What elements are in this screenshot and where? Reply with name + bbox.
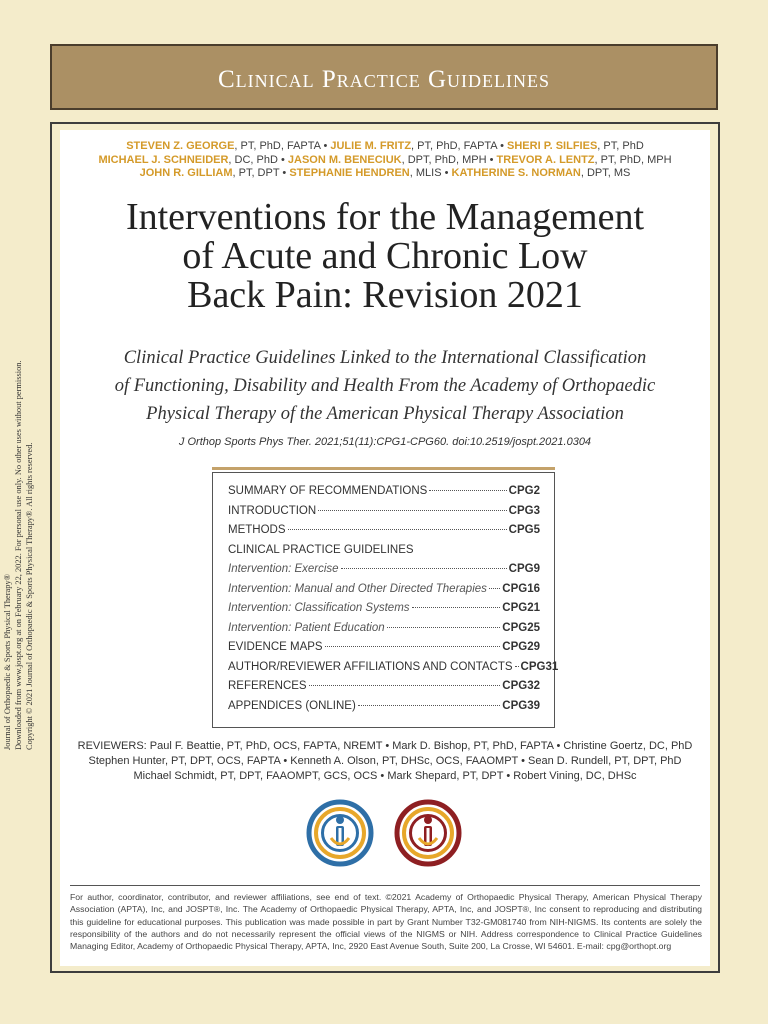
author-credentials: , PT, PhD, FAPTA: [234, 140, 321, 152]
toc-label: EVIDENCE MAPS: [228, 641, 323, 653]
toc-row: [228, 563, 540, 583]
toc-page: CPG3: [508, 504, 540, 517]
toc-leader: [429, 490, 506, 491]
toc-label: APPENDICES (ONLINE): [228, 699, 356, 712]
author-line: JOHN R. GILLIAM, PT, DPT • STEPHANIE HENDREN, MLIS • KATHERINE S. NORMAN, DPT, MS: [139, 167, 631, 179]
toc-label: Intervention: Exercise: [228, 563, 339, 575]
author-credentials: , PT, PhD: [597, 140, 644, 152]
author-line: STEVEN Z. GEORGE, PT, PhD, FAPTA • JULIE M. FRITZ, PT, PhD, FAPTA • SHERI P. SILFIES, PT, PhD: [126, 140, 644, 152]
toc-row: [228, 583, 540, 603]
title-line: of Acute and Chronic Low: [182, 235, 588, 277]
reviewers: [60, 739, 710, 784]
side-watermark: [2, 320, 42, 750]
side-line: Journal of Orthopaedic & Sports Physical Therapy®: [3, 573, 12, 750]
author-name: KATHERINE S. NORMAN: [451, 167, 581, 179]
toc-row: [228, 680, 540, 700]
toc-leader: [288, 529, 507, 530]
document-subtitle: [60, 344, 710, 428]
toc-label: Intervention: Patient Education: [228, 621, 385, 634]
toc-label: METHODS: [228, 524, 286, 536]
toc-row: [228, 544, 540, 564]
toc-page: CPG9: [508, 563, 540, 575]
toc-row: [228, 700, 540, 720]
toc-leader: [318, 510, 507, 511]
toc-label: INTRODUCTION: [228, 504, 317, 517]
toc-leader: [515, 666, 519, 667]
toc-page: CPG21: [502, 602, 540, 614]
subtitle-line: Clinical Practice Guidelines Linked to the International Classification: [123, 348, 647, 368]
author-name: TREVOR A. LENTZ: [496, 153, 595, 166]
author-name: STEVEN Z. GEORGE: [126, 140, 235, 152]
section-banner: [50, 44, 718, 110]
subtitle-line: of Functioning, Disability and Health From the Academy of Orthopaedic: [114, 376, 656, 396]
author-credentials: , DPT, MS: [580, 167, 631, 179]
toc-row: [228, 485, 540, 505]
toc-leader: [412, 607, 501, 608]
toc-label: Intervention: Manual and Other Directed Therapies: [228, 582, 487, 595]
author-name: SHERI P. SILFIES: [507, 140, 598, 152]
logo-blue-gold-icon: [305, 798, 375, 868]
toc-row: [228, 602, 540, 622]
banner-title: Clinical Practice Guidelines: [217, 66, 551, 93]
author-credentials: , PT, PhD, FAPTA: [411, 140, 498, 152]
footer-divider: [70, 885, 700, 886]
toc-row: [228, 524, 540, 544]
author-name: JOHN R. GILLIAM: [139, 167, 233, 179]
toc-page: CPG39: [502, 699, 540, 712]
toc-label: Intervention: Classification Systems: [228, 602, 410, 614]
side-line: Downloaded from www.jospt.org at on February 22, 2022. For personal use only. No other uses without permission.: [14, 360, 23, 750]
author-name: STEPHANIE HENDREN: [289, 167, 410, 179]
subtitle-line: Physical Therapy of the American Physical Therapy Association: [146, 404, 624, 424]
cover-card: [60, 130, 710, 966]
toc-label: REFERENCES: [228, 680, 307, 692]
author-name: JASON M. BENECIUK: [287, 153, 402, 166]
toc-leader: [358, 705, 500, 706]
author-credentials: , PT, DPT: [232, 167, 280, 179]
author-credentials: , DC, PhD: [228, 153, 278, 166]
reviewers-line: Michael Schmidt, PT, DPT, FAAOMPT, GCS, OCS • Mark Shepard, PT, DPT • Robert Vining, DC, DHSc: [133, 770, 637, 782]
toc-page: CPG25: [502, 621, 540, 634]
author-name: JULIE M. FRITZ: [330, 140, 412, 152]
toc-page: CPG32: [502, 680, 540, 692]
toc-row: [228, 622, 540, 642]
logo-maroon-gold-icon: [393, 798, 463, 868]
toc-leader: [489, 588, 500, 589]
toc-label: CLINICAL PRACTICE GUIDELINES: [228, 543, 414, 556]
toc-label: SUMMARY OF RECOMMENDATIONS: [228, 485, 428, 497]
toc-leader: [341, 568, 507, 569]
toc-label: AUTHOR/REVIEWER AFFILIATIONS AND CONTACTS: [228, 660, 513, 673]
toc-page: CPG2: [508, 485, 540, 497]
title-line: Interventions for the Management: [125, 196, 645, 238]
journal-citation: J Orthop Sports Phys Ther. 2021;51(11):CPG1-CPG60. doi:10.2519/jospt.2021.0304: [178, 436, 592, 448]
footer-note: For author, coordinator, contributor, and reviewer affiliations, see end of text. ©2021 Academy of Orthopaedic Physical Therapy, American Physical Therapy Association (APTA), Inc, and JOSPT®, Inc. The Academy of Orthopaedic Physical Therapy, APTA, Inc, and JOSPT®, Inc consent to reproducing and distributing this guideline for educational purposes. This publication was made possible in part by Grant Number T32-GM081740 from NIH-NIGMS. Its contents are solely the responsibility of the authors and do not necessarily represent the official views of the NIGMS or NIH. Address correspondence to Clinical Practice Guidelines Managing Editor, Academy of Orthopaedic Physical Therapy, APTA, Inc, 2920 East Avenue South, Suite 200, La Crosse, WI 54601. E-mail: cpg@orthopt.org: [70, 892, 702, 952]
author-line: MICHAEL J. SCHNEIDER, DC, PhD • JASON M. BENECIUK, DPT, PhD, MPH • TREVOR A. LENTZ, PT, PhD, MPH: [98, 153, 672, 166]
toc-page: CPG29: [502, 641, 540, 653]
toc-accent-bar: [212, 467, 555, 470]
toc-row: [228, 505, 540, 525]
side-line: Copyright © 2021 Journal of Orthopaedic & Sports Physical Therapy®. All rights reserved.: [25, 442, 34, 750]
author-name: MICHAEL J. SCHNEIDER: [98, 153, 229, 166]
reviewers-line: REVIEWERS: Paul F. Beattie, PT, PhD, OCS, FAPTA, NREMT • Mark D. Bishop, PT, PhD, FAPTA • Christine Goertz, DC, PhD: [77, 740, 693, 752]
author-credentials: , PT, PhD, MPH: [594, 153, 672, 166]
title-line: Back Pain: Revision 2021: [187, 274, 583, 316]
document-title: [60, 198, 710, 315]
toc-page: CPG16: [502, 582, 540, 595]
toc-row: [228, 660, 559, 681]
toc-row: [228, 641, 540, 661]
toc-page: CPG5: [508, 524, 540, 536]
toc-leader: [325, 646, 501, 647]
toc-page: CPG31: [520, 660, 559, 673]
author-credentials: , DPT, PhD, MPH: [401, 153, 487, 166]
author-credentials: , MLIS: [409, 167, 442, 179]
toc-leader: [387, 627, 501, 628]
logo-row: [60, 798, 710, 868]
reviewers-line: Stephen Hunter, PT, DPT, OCS, FAPTA • Kenneth A. Olson, PT, DHSc, OCS, FAAOMPT • Sean D. Rundell, PT, DPT, PhD: [88, 755, 682, 767]
table-of-contents: [212, 472, 559, 728]
author-list: [60, 140, 710, 181]
toc-leader: [309, 685, 501, 686]
